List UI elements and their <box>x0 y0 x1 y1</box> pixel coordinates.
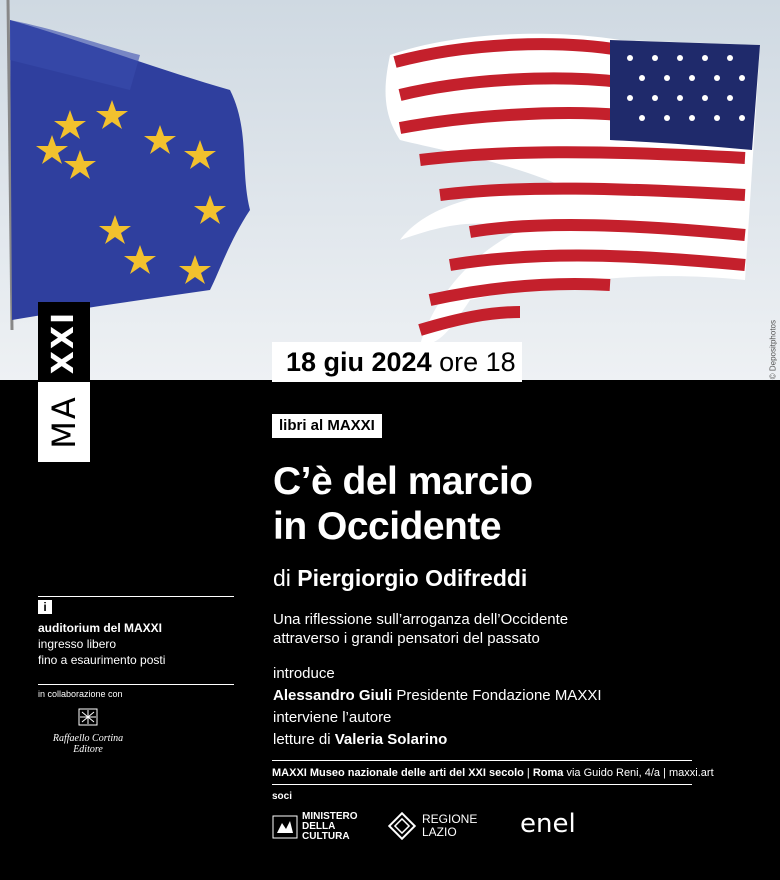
reader-name: Valeria Solarino <box>334 731 448 748</box>
event-time: ore 18 <box>439 347 516 377</box>
event-date: 18 giu 2024 <box>286 347 432 377</box>
hero-photo <box>0 0 780 380</box>
divider <box>38 596 234 597</box>
museum-street: via Guido Reni, 4/a <box>566 767 661 779</box>
speaker-line: interviene l’autore <box>273 709 392 726</box>
info-icon: i <box>38 600 52 614</box>
divider <box>272 784 692 785</box>
museum-name: MAXXI Museo nazionale delle arti del XXI secolo <box>272 767 524 779</box>
venue-info <box>38 620 165 668</box>
regione-lazio-emblem-icon <box>388 812 416 840</box>
author-name: Piergiorgio Odifreddi <box>297 565 528 591</box>
sponsor-regione-lazio: REGIONE LAZIO <box>388 812 477 840</box>
introduce-label: introduce <box>273 665 335 682</box>
author-prefix: di <box>273 565 291 591</box>
ministry-emblem-icon <box>272 815 298 839</box>
author-line <box>273 565 527 592</box>
museum-city: Roma <box>532 767 564 779</box>
logo-xxi: XXI <box>46 310 82 374</box>
introducer-role: Presidente Fondazione MAXXI <box>396 687 602 704</box>
publisher-logo <box>38 708 138 755</box>
publisher-name: Raffaello Cortina Editore <box>52 733 124 755</box>
photo-credit: © Depositphotos <box>768 320 777 380</box>
event-title <box>273 459 533 549</box>
divider <box>272 760 692 761</box>
title-line-2: in Occidente <box>273 505 502 548</box>
description-line-1: Una riflessione sull’arroganza dell’Occidente <box>273 611 569 628</box>
introducer-line <box>273 685 602 707</box>
introducer-name: Alessandro Giuli <box>273 687 393 704</box>
museum-site-link[interactable]: maxxi.art <box>669 767 714 779</box>
divider <box>38 684 234 685</box>
logo-ma: MA <box>45 395 83 449</box>
museum-address: MAXXI Museo nazionale delle arti del XXI secolo | Roma via Guido Reni, 4/a | maxxi.art <box>272 767 714 779</box>
readings-line <box>273 729 602 751</box>
description-line-2: attraverso i grandi pensatori del passato <box>273 630 540 647</box>
entry-line-1: ingresso libero <box>38 637 117 651</box>
series-tag: libri al MAXXI <box>272 414 382 438</box>
flags-illustration <box>0 0 780 380</box>
entry-line-2: fino a esaurimento posti <box>38 653 166 667</box>
soci-label: soci <box>272 791 293 802</box>
publisher-emblem-icon <box>78 708 98 726</box>
event-description <box>273 610 568 648</box>
maxxi-logo <box>38 302 90 462</box>
collab-label: in collaborazione con <box>38 689 123 699</box>
venue-name: auditorium del MAXXI <box>38 621 163 635</box>
readings-prefix: letture di <box>273 731 331 748</box>
title-line-1: C’è del marcio <box>273 460 533 503</box>
event-date-box <box>272 342 522 382</box>
sponsor-mic: MINISTERO DELLA CULTURA <box>272 812 358 842</box>
event-credits <box>273 663 602 751</box>
sponsor-enel: enel <box>520 809 576 839</box>
